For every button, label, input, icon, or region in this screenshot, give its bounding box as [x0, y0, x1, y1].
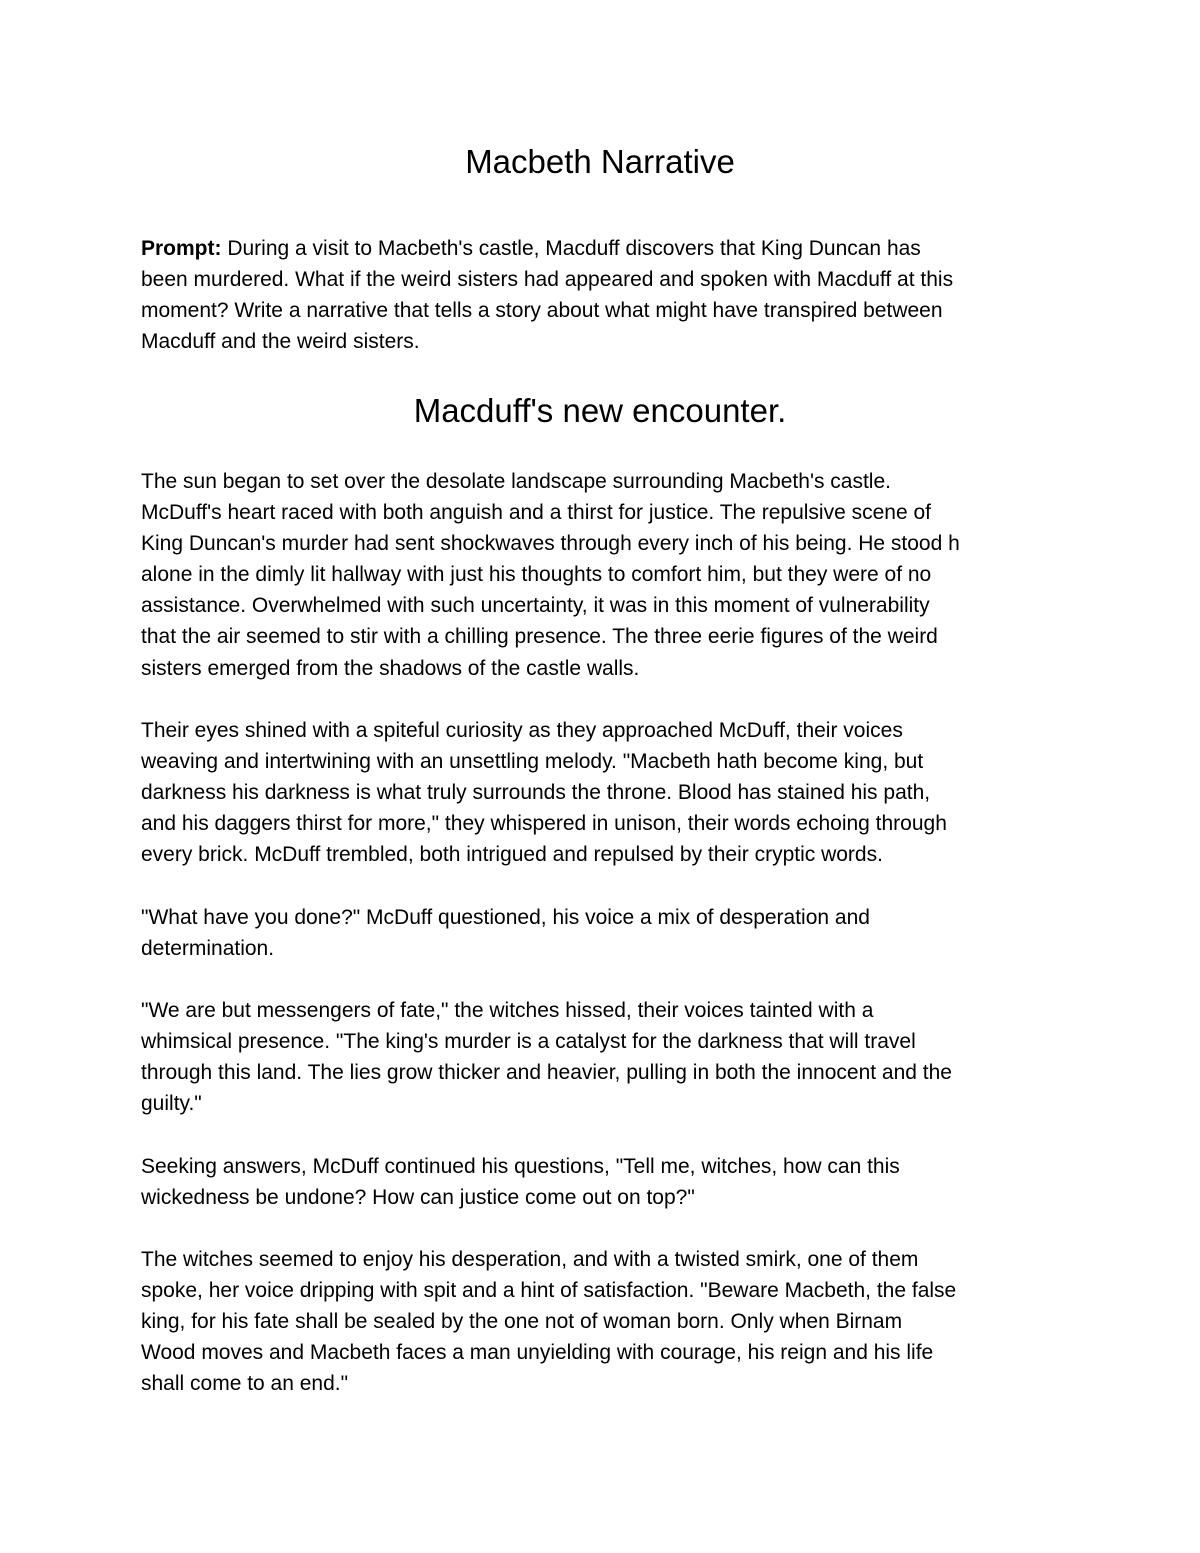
document-title: Macbeth Narrative: [465, 143, 735, 180]
story-paragraph-1: [141, 466, 1061, 684]
paragraph-line: determination.: [141, 937, 275, 961]
paragraph-line: sisters emerged from the shadows of the castle walls.: [141, 656, 640, 680]
paragraph-line: assistance. Overwhelmed with such uncertainty, it was in this moment of vulnerability: [141, 594, 930, 618]
paragraph-line: weaving and intertwining with an unsettling melody. "Macbeth hath become king, but: [141, 750, 924, 774]
prompt-label: Prompt:: [141, 237, 222, 260]
paragraph-line: through this land. The lies grow thicker and heavier, pulling in both the innocent and the: [141, 1061, 952, 1085]
story-paragraph-6: [141, 1244, 1061, 1399]
paragraph-line: king, for his fate shall be sealed by the one not of woman born. Only when Birnam: [141, 1310, 903, 1334]
story-paragraph-5: [141, 1151, 1061, 1213]
paragraph-line: alone in the dimly lit hallway with just his thoughts to comfort him, but they were of no: [141, 563, 932, 587]
prompt-line: Macduff and the weird sisters.: [141, 330, 420, 354]
paragraph-line: every brick. McDuff trembled, both intrigued and repulsed by their cryptic words.: [141, 843, 883, 867]
paragraph-line: The witches seemed to enjoy his desperation, and with a twisted smirk, one of them: [141, 1248, 919, 1271]
paragraph-line: darkness his darkness is what truly surrounds the throne. Blood has stained his path,: [141, 781, 931, 805]
prompt-line: [141, 233, 1061, 264]
paragraph-line: that the air seemed to stir with a chilling presence. The three eerie figures of the weird: [141, 625, 938, 649]
paragraph-line: and his daggers thirst for more," they whispered in unison, their words echoing through: [141, 812, 947, 836]
paragraph-line: wickedness be undone? How can justice come out on top?": [141, 1186, 695, 1210]
story-paragraph-4: [141, 995, 1061, 1119]
story-title: Macduff's new encounter.: [413, 392, 787, 429]
story-paragraph-2: [141, 715, 1061, 870]
paragraph-line: Seeking answers, McDuff continued his questions, "Tell me, witches, how can this: [141, 1155, 900, 1178]
paragraph-line: whimsical presence. "The king's murder is a catalyst for the darkness that will travel: [141, 1030, 916, 1054]
paragraph-line: Wood moves and Macbeth faces a man unyielding with courage, his reign and his life: [141, 1341, 934, 1365]
paragraph-line: McDuff's heart raced with both anguish and a thirst for justice. The repulsive scene of: [141, 501, 931, 525]
prompt-line-text: During a visit to Macbeth's castle, Macduff discovers that King Duncan has: [221, 237, 921, 260]
prompt-paragraph: [141, 233, 1061, 357]
paragraph-line: guilty.": [141, 1092, 202, 1116]
paragraph-line: spoke, her voice dripping with spit and a hint of satisfaction. "Beware Macbeth, the false: [141, 1279, 957, 1303]
paragraph-line: Their eyes shined with a spiteful curiosity as they approached McDuff, their voices: [141, 719, 903, 742]
prompt-line: moment? Write a narrative that tells a story about what might have transpired between: [141, 299, 943, 323]
prompt-line: been murdered. What if the weird sisters had appeared and spoken with Macduff at this: [141, 268, 954, 292]
paragraph-line: "What have you done?" McDuff questioned, his voice a mix of desperation and: [141, 906, 870, 929]
paragraph-line: The sun began to set over the desolate landscape surrounding Macbeth's castle.: [141, 470, 891, 493]
paragraph-line: shall come to an end.": [141, 1372, 349, 1396]
paragraph-line: "We are but messengers of fate," the witches hissed, their voices tainted with a: [141, 999, 874, 1022]
story-paragraph-3: [141, 902, 1061, 964]
paragraph-line: King Duncan's murder had sent shockwaves through every inch of his being. He stood h: [141, 532, 960, 556]
